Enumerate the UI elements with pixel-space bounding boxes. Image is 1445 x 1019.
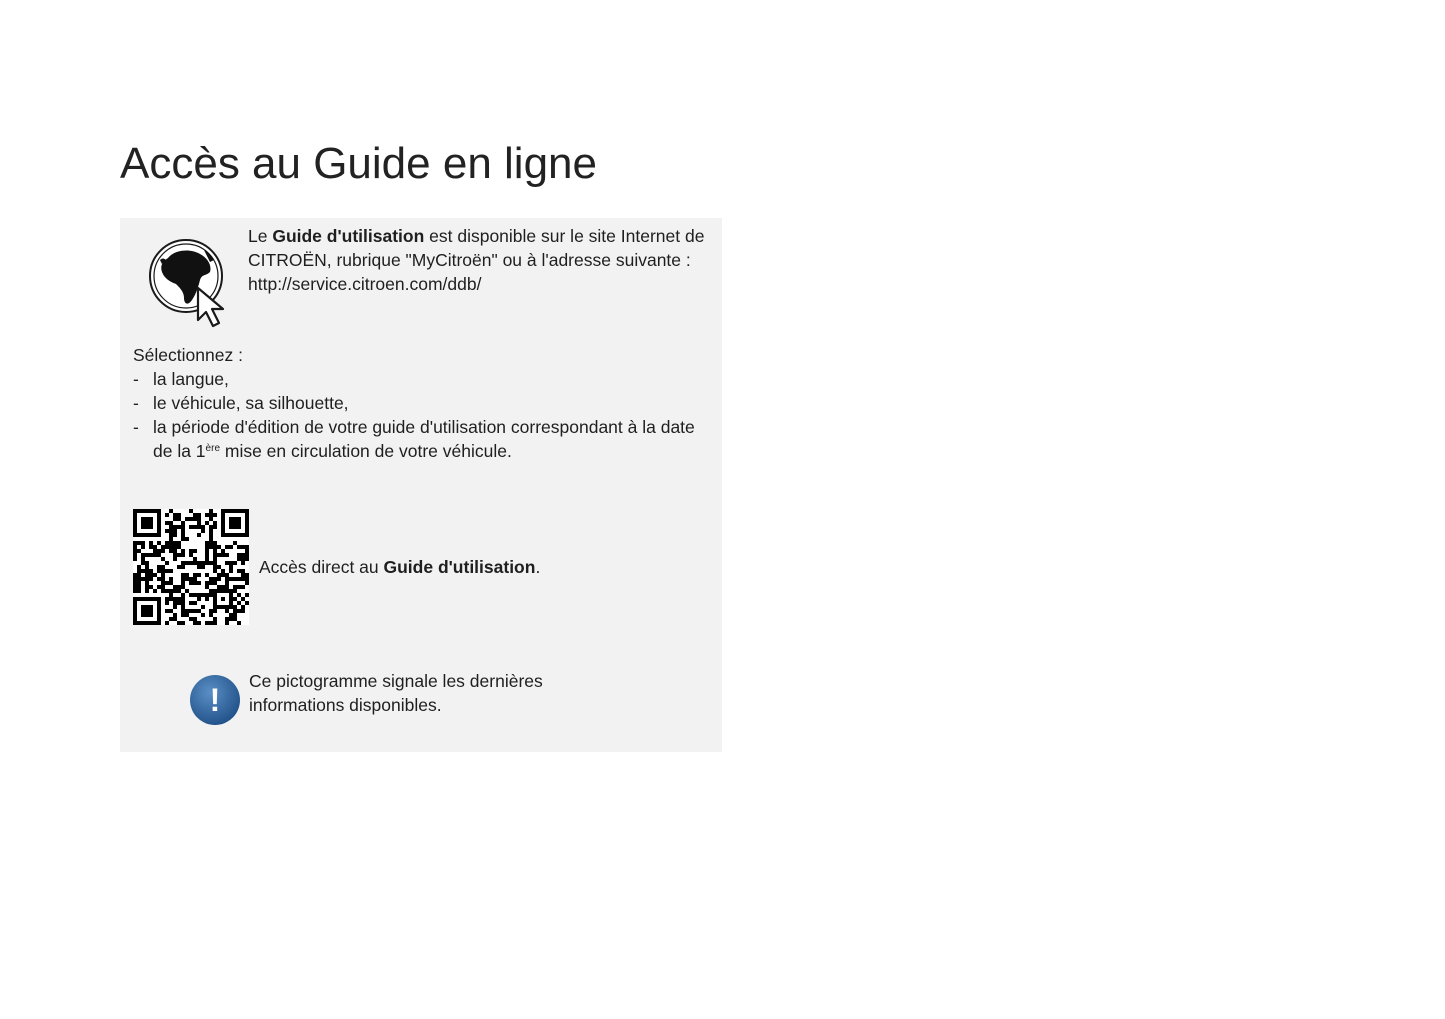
info-panel (120, 218, 722, 752)
info-note-line1: Ce pictogramme signale les dernières (249, 671, 543, 691)
guide-url[interactable]: http://service.citroen.com/ddb/ (248, 274, 482, 294)
list-item (133, 391, 713, 415)
selection-list (133, 367, 713, 463)
info-exclamation-icon (189, 674, 241, 726)
qr-code[interactable] (133, 509, 249, 625)
list-item (133, 367, 713, 391)
list-item-text: la langue, (153, 369, 229, 389)
qr-caption (259, 555, 699, 579)
intro-suffix: est disponible sur le site Internet de CITROËN, rubrique "MyCitroën" ou à l'adresse suivante : (248, 226, 705, 270)
list-item (133, 415, 713, 463)
intro-prefix: Le (248, 226, 273, 246)
selection-heading: Sélectionnez : (133, 345, 243, 365)
ordinal-suffix: ère (205, 443, 220, 454)
page-title: Accès au Guide en ligne (120, 139, 597, 188)
info-note (249, 669, 609, 717)
bullet-dash: - (133, 417, 139, 437)
svg-text:!: ! (209, 682, 221, 718)
list-item-text-end: mise en circulation de votre véhicule. (220, 441, 512, 461)
globe-cursor-icon (146, 238, 234, 328)
intro-paragraph (248, 224, 713, 296)
bullet-dash: - (133, 393, 139, 413)
info-note-line2: informations disponibles. (249, 695, 442, 715)
guide-name: Guide d'utilisation (272, 226, 425, 246)
qr-caption-guide: Guide d'utilisation (383, 557, 536, 577)
bullet-dash: - (133, 369, 139, 389)
selection-instructions (133, 343, 713, 463)
list-item-text: le véhicule, sa silhouette, (153, 393, 349, 413)
qr-caption-prefix: Accès direct au (259, 557, 384, 577)
list-item-text: la période d'édition de votre guide d'utilisation correspondant à la date de la 1 (153, 417, 695, 461)
qr-caption-suffix: . (535, 557, 541, 577)
